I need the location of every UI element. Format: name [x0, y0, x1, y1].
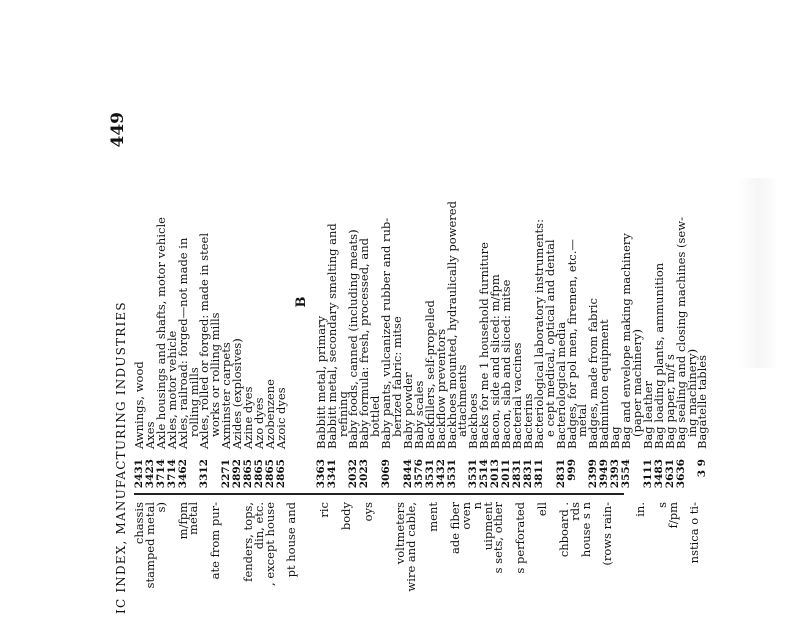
sic-code: 2011: [500, 459, 513, 489]
entry-text: Baby foods, canned (including meats): [346, 229, 361, 449]
entry-text: Badges, for pol men, firemen, etc.—: [564, 239, 579, 449]
sic-code: 3312: [198, 459, 211, 489]
sic-code: 2013: [489, 459, 502, 489]
entry-text: Backhoes: [466, 393, 481, 449]
entry-text: Badminton equipment: [597, 319, 612, 449]
left-fragment-line: m/fpm: [175, 502, 190, 540]
entry-text: Babbitt metal, secondary smelting and: [324, 223, 339, 449]
sic-code: 3423: [143, 459, 156, 489]
entry-text: Bag paper, m/f s: [662, 354, 677, 449]
entry-text: metal: [575, 404, 590, 437]
sic-code: 2032: [347, 459, 360, 489]
left-fragment-line: din, etc.: [251, 502, 266, 550]
sic-code: 3363: [314, 459, 327, 489]
entry-text: Backhoes mounted, hydraulically powered: [444, 201, 459, 449]
entry-text: bottled: [368, 395, 383, 437]
sic-code: 2831: [511, 459, 523, 489]
entry-text: Badges, made from fabric: [586, 298, 601, 449]
entry-text: Baby formula: fresh, processed, and: [357, 238, 372, 449]
left-fragment-line: ment: [426, 502, 441, 532]
sic-code: 2865: [274, 459, 287, 489]
scan-bleed-through: [738, 178, 778, 368]
entry-text: Bag: [608, 426, 623, 449]
entry-text: e cept medical, optical and dental: [542, 239, 557, 437]
entry-text: Bacterins: [520, 393, 535, 449]
sic-code: 3111: [641, 459, 654, 489]
left-fragment-line: ric: [317, 502, 332, 518]
entry-text: Bacteriological laboratory instruments:: [531, 219, 546, 449]
entry-text: works or rolling mills: [208, 312, 223, 437]
sic-code: 3714: [154, 459, 167, 489]
left-fragment-line: [297, 498, 308, 618]
left-fragment-line: stamped metal: [142, 502, 157, 589]
entry-text: Axles, railroad: forged—not made in: [175, 237, 190, 449]
entry-text: Backfillers, self-propelled: [422, 300, 437, 449]
left-fragment-line: chboard .: [556, 502, 571, 558]
left-fragment-line: in.: [632, 502, 647, 517]
sic-code: 3531: [423, 459, 436, 489]
left-fragment-line: , except house: [262, 502, 277, 586]
left-fragment-line: fenders, tops,: [240, 502, 255, 582]
sic-code: 2271: [220, 459, 233, 489]
entry-text: Axes: [142, 421, 157, 449]
left-fragment-line: (rows rain-: [600, 502, 615, 566]
sic-code: 2865: [263, 459, 276, 489]
entry-text: Baby scales: [411, 380, 426, 449]
entry-text: Bag loading plants, ammunition: [651, 262, 666, 449]
left-fragment-line: [646, 498, 657, 618]
left-fragment-line: oven: [458, 502, 473, 530]
entry-text: Azo dyes: [251, 397, 266, 449]
sic-code: 3554: [620, 459, 633, 489]
left-fragment-line: ate from pur-: [208, 502, 223, 580]
sic-code: 3949: [598, 459, 611, 489]
left-fragment-line: s: [654, 502, 669, 508]
sic-code: 3341: [325, 459, 338, 489]
left-fragment-line: s perforated: [513, 502, 528, 574]
sic-code: 3432: [434, 459, 447, 489]
page-number: 449: [108, 112, 128, 148]
entry-text: Azine dyes: [241, 386, 256, 449]
left-fragment-line: house s n: [578, 502, 593, 558]
left-fragment-line: n: [469, 502, 484, 510]
sic-code: 3 9: [696, 459, 709, 478]
sic-code: 2631: [663, 459, 676, 489]
left-fragment-line: f/pm: [665, 502, 680, 529]
sic-code: 999: [565, 459, 578, 481]
entry-text: Bag leather: [640, 381, 655, 449]
left-fragment-line: [374, 498, 385, 618]
entry-text: rolling mills: [186, 367, 201, 437]
left-fragment-line: rds: [567, 502, 582, 521]
section-letter-text: B: [293, 296, 309, 308]
left-fragment-line: metal: [186, 502, 201, 535]
sic-code: 3811: [532, 459, 545, 489]
sic-code: 2399: [587, 459, 600, 489]
sic-code: 3531: [467, 459, 480, 489]
left-fragment-line: nstica o ti-: [687, 502, 702, 564]
sic-code: 2431: [133, 459, 145, 489]
running-header: [108, 112, 134, 618]
left-fragment-line: s sets, other: [491, 502, 506, 574]
left-index-column: [132, 498, 702, 618]
sic-code: 2023: [358, 459, 371, 489]
sic-code: 3483: [652, 459, 665, 489]
entry-text: Bacteriological media: [553, 321, 568, 449]
left-fragment-line: voltmeters: [393, 502, 408, 565]
sic-code: 2892: [231, 459, 244, 489]
left-fragment-line: ell: [534, 502, 549, 517]
entry-text: Axles, rolled or forged: made in steel: [197, 232, 212, 449]
sic-code: 2865: [242, 459, 255, 489]
entry-text: Backflow preventors: [433, 328, 448, 449]
entry-text: Baby powder: [400, 372, 415, 449]
sic-code: 2393: [609, 459, 622, 489]
entry-text: Azides (explosives): [230, 338, 245, 449]
left-fragment-line: oys: [360, 502, 375, 522]
left-fragment-line: pt house and: [284, 502, 299, 578]
left-fragment-line: [221, 498, 232, 618]
left-fragment-line: [613, 498, 624, 618]
sic-code: 2831: [521, 459, 534, 489]
column-divider: [134, 494, 624, 496]
sic-code: 3636: [674, 459, 687, 489]
entry-text: Bag and envelope making machinery: [619, 233, 634, 449]
left-fragment-line: uipment: [480, 502, 495, 551]
entry-text: Axle housings and shafts, motor vehicle: [153, 217, 168, 449]
entry-text: ing machinery): [684, 348, 699, 437]
entry-text: attachments: [455, 364, 470, 437]
sic-code: 2831: [554, 459, 567, 489]
entry-text: Azobenzene: [262, 379, 277, 449]
right-index-column: [132, 111, 710, 493]
sic-code: 3531: [445, 459, 458, 489]
entry-text: Bacon, side and sliced: m/fpm: [488, 274, 503, 449]
entry-text: Backs for me 1 household furniture: [477, 242, 492, 449]
entry-text: berized fabric: mitse: [390, 316, 405, 437]
left-fragment-line: chassis: [132, 502, 146, 545]
entry-text: (paper machinery): [629, 328, 644, 437]
sic-code: 2514: [478, 459, 491, 489]
entry-text: Awnings, wood: [132, 361, 146, 449]
sic-code: 2844: [401, 459, 414, 489]
left-fragment-line: s): [153, 502, 168, 513]
entry-text: Azoic dyes: [273, 387, 288, 449]
index-entry: [273, 111, 288, 493]
entry-text: Axles, motor vehicle: [164, 330, 179, 449]
entry-text: Baby pants, vulcanized rubber and rub-: [379, 217, 394, 449]
entry-text: Bacterial vaccines: [510, 342, 524, 449]
section-letter: [293, 111, 310, 493]
left-fragment-line: wire and cable,: [404, 502, 419, 592]
sic-code: 3462: [176, 459, 189, 489]
entry-text: Bacon, slab and sliced: mitse: [499, 279, 514, 449]
sic-code: 3714: [165, 459, 178, 489]
left-fragment-line: body: [338, 502, 353, 531]
entry-text: Axminster carpets: [219, 342, 234, 449]
sic-code: 3069: [380, 459, 393, 489]
entry-text: refining: [335, 391, 350, 437]
entry-text: Bagatelle tables: [695, 355, 710, 449]
sic-code: 3576: [412, 459, 425, 489]
left-fragment-line: ade fiber: [447, 502, 462, 555]
left-fragment-line: [526, 498, 537, 618]
running-header-title: IC INDEX, MANUFACTURING INDUSTRIES: [114, 301, 128, 614]
entry-text: Babbitt metal, primary: [313, 315, 328, 449]
sic-code: 2865: [252, 459, 265, 489]
index-entry: [697, 111, 708, 493]
entry-text: Bag sealing and closing machines (sew-: [673, 217, 688, 449]
